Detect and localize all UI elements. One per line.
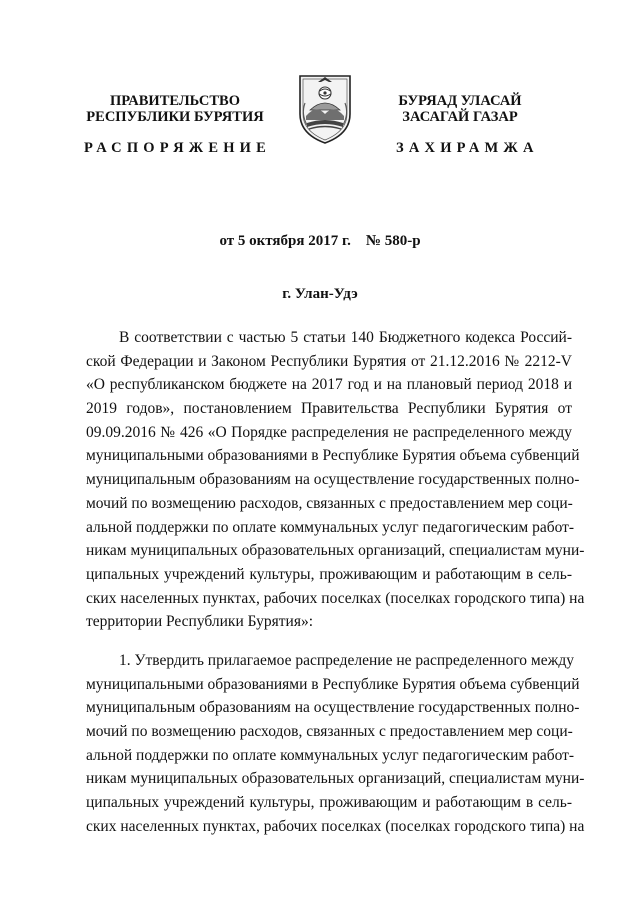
text-line: мочий по возмещению расходов, связанных с предоставлением мер соци- xyxy=(86,494,573,512)
document-date-number: от 5 октября 2017 г. № 580-р xyxy=(219,233,421,249)
text-line: муниципальным образованиям на осуществление государственных полно- xyxy=(86,471,580,489)
text-line: ских населенных пунктах, рабочих поселках (поселках городского типа) на xyxy=(86,589,585,607)
text-line: ципальных учреждений культуры, проживающим и работающим в сель- xyxy=(86,794,572,812)
text-line: альной поддержки по оплате коммунальных услуг педагогическим работ- xyxy=(86,746,575,764)
text-line: мочий по возмещению расходов, связанных с предоставлением мер соци- xyxy=(86,723,573,741)
text-line: В соответствии с частью 5 статьи 140 Бюджетного кодекса Россий- xyxy=(119,329,572,346)
document-type-buryat: ЗАХИРАМЖА xyxy=(396,140,539,156)
preamble-paragraph xyxy=(86,326,585,634)
document-type-russian: РАСПОРЯЖЕНИЕ xyxy=(84,140,272,156)
text-line: «О республиканском бюджете на 2017 год и на плановый период 2018 и xyxy=(86,376,572,394)
text-line: 09.09.2016 № 426 «О Порядке распределения не распределенного между xyxy=(86,423,572,441)
issuer-line: ЗАСАГАЙ ГАЗАР xyxy=(402,109,518,125)
text-line: 1. Утвердить прилагаемое распределение не распределенного между xyxy=(119,652,574,669)
text-line: ских населенных пунктах, рабочих поселках (поселках городского типа) на xyxy=(86,817,585,835)
issuer-name-russian xyxy=(60,93,290,125)
clause-1-paragraph xyxy=(86,649,585,839)
issuer-line: ПРАВИТЕЛЬСТВО xyxy=(110,93,240,109)
text-line: ципальных учреждений культуры, проживающим и работающим в сель- xyxy=(86,565,572,583)
document-city: г. Улан-Удэ xyxy=(282,286,358,302)
text-line: ской Федерации и Законом Республики Бурятия от 21.12.2016 № 2212-V xyxy=(86,352,572,370)
issuer-name-buryat xyxy=(345,93,575,125)
issuer-line: РЕСПУБЛИКИ БУРЯТИЯ xyxy=(86,109,264,125)
text-line: альной поддержки по оплате коммунальных услуг педагогическим работ- xyxy=(86,518,575,536)
text-line: никам муниципальных образовательных организаций, специалистам муни- xyxy=(86,770,585,788)
text-line: муниципальными образованиями в Республике Бурятия объема субвенций xyxy=(86,675,580,693)
text-line: территории Республики Бурятия»: xyxy=(86,613,314,631)
text-line: муниципальными образованиями в Республике Бурятия объема субвенций xyxy=(86,447,580,465)
text-line: муниципальным образованиям на осуществление государственных полно- xyxy=(86,699,580,717)
issuer-line: БУРЯАД УЛАСАЙ xyxy=(398,93,522,109)
text-line: никам муниципальных образовательных организаций, специалистам муни- xyxy=(86,542,585,560)
text-line: 2019 годов», постановлением Правительства Республики Бурятия от xyxy=(86,400,572,418)
